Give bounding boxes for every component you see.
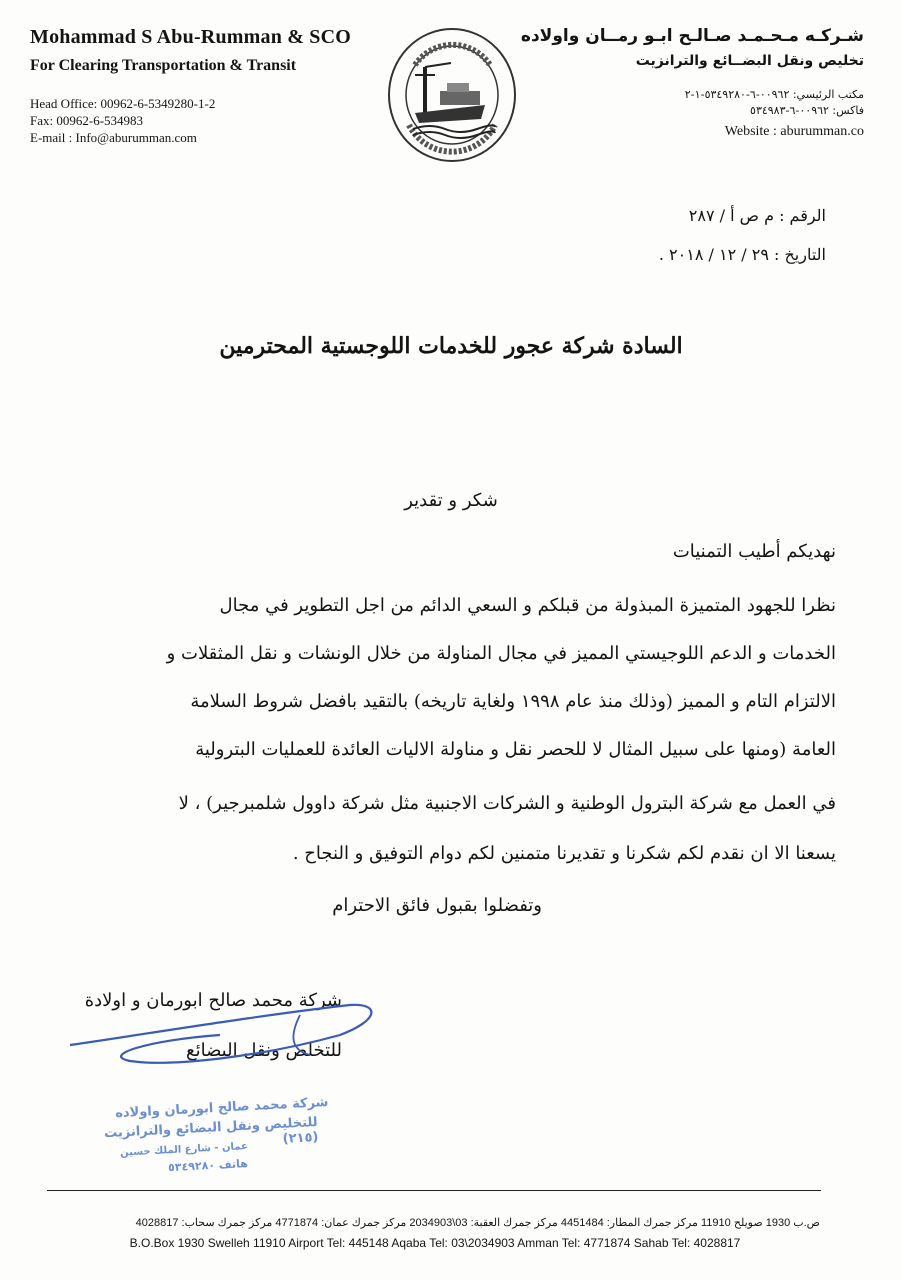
body-line: نظرا للجهود المتميزة المبذولة من قبلكم و السعي الدائم من اجل التطوير في مجال [219,595,836,616]
recipient-line: السادة شركة عجور للخدمات اللوجستية المحترمين [219,333,683,359]
fax-ar: فاكس: ٠٠٩٦٢-٦-٥٣٤٩٨٣ [750,104,864,117]
footer-english: B.O.Box 1930 Swelleh 11910 Airport Tel: 445148 Aqaba Tel: 03\2034903 Amman Tel: 4771874 Sahab Tel: 4028817 [129,1236,741,1250]
signature-company-line: شركة محمد صالح ابورمان و اولادة [84,990,342,1011]
company-subtitle-en: For Clearing Transportation & Transit [30,57,297,74]
greeting: نهديكم أطيب التمنيات [672,541,836,562]
letter-date: التاريخ : ٢٩ / ١٢ / ٢٠١٨ . [658,245,826,264]
company-name-ar: شـركـه مـحـمـد صـالـح ابـو رمــان واولاده [520,26,864,46]
head-office-phone: Head Office: 00962-6-5349280-1-2 [30,96,216,111]
company-logo-seal [385,25,520,165]
phone-ar: مكتب الرئيسي: ٠٠٩٦٢-٦-٥٣٤٩٢٨٠-١-٢ [684,88,864,101]
reference-number: الرقم : م ص أ / ٢٨٧ [688,206,826,225]
closing-line: وتفضلوا بقبول فائق الاحترام [332,895,542,916]
company-stamp [78,1095,338,1190]
body-line: الخدمات و الدعم اللوجيستي المميز في مجال المناولة من خلال الونشات و نقل المثقلات و [166,643,836,664]
stamp-activity: للتخليص ونقل البضائع والترانزيت (٢١٥) [103,1115,319,1147]
fax-number: Fax: 00962-6-534983 [30,113,144,128]
footer-divider [47,1190,821,1191]
stamp-company-name: شركة محمد صالح ابورمان واولاده [114,1095,329,1122]
email-address: E-mail : Info@aburumman.com [30,130,197,145]
body-line: الالتزام التام و المميز (وذلك منذ عام ١٩٩٨ ولغاية تاريخه) بالتقيد بافضل شروط السلامة [190,691,836,712]
footer-arabic: ص.ب 1930 صويلح 11910 مركز جمرك المطار: 4451484 مركز جمرك العقبة: 03\2034903 مركز جمرك عمان: 4771874 مركز جمرك سحاب: 4028817 [135,1217,820,1229]
body-line: في العمل مع شركة البترول الوطنية و الشركات الاجنبية مثل شركة داوول شلمبرجير) ، لا [178,793,836,814]
stamp-address: عمان - شارع الملك حسين [120,1141,249,1159]
stamp-phone: هاتف ٥٣٤٩٢٨٠ [167,1157,249,1175]
handwritten-signature [60,995,390,1075]
signature-activity-line: للتخلص ونقل البضائع [186,1040,342,1061]
company-subtitle-ar: تخليص ونقل البضــائع والترانزيت [635,53,864,69]
letter-subject: شكر و تقدير [404,490,498,511]
website: Website : aburumman.co [724,124,864,139]
body-line: يسعنا الا ان نقدم لكم شكرنا و تقديرنا متمنين لكم دوام التوفيق و النجاح . [292,843,836,864]
company-name-en: Mohammad S Abu-Rumman & SCO [30,26,352,48]
body-line: العامة (ومنها على سبيل المثال لا للحصر نقل و مناولة الاليات العائدة للعمليات البترولية [195,739,836,760]
